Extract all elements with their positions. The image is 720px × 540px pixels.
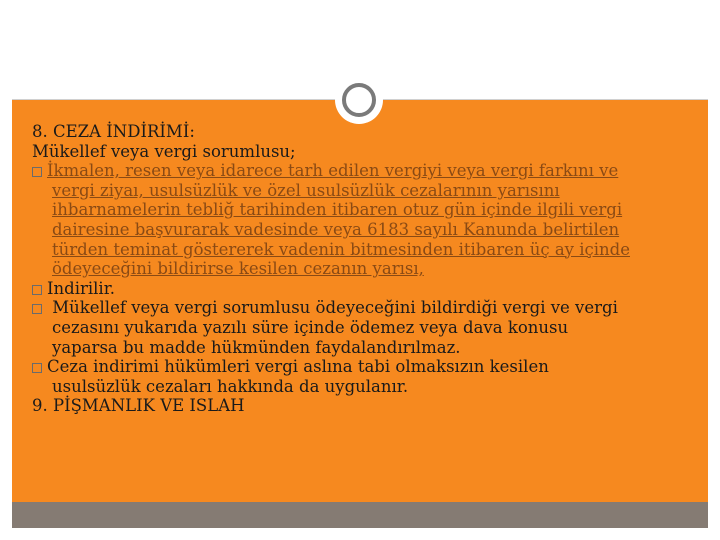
bullet-text-line: türden teminat göstererek vadenin bitmesinden itibaren üç ay içinde — [52, 239, 630, 259]
checkbox-bullet-icon — [32, 304, 42, 314]
checkbox-bullet-icon — [32, 285, 42, 295]
bullet-text-line: Indirilir. — [47, 278, 116, 298]
checkbox-bullet-icon — [32, 167, 42, 177]
checkbox-bullet-icon — [32, 363, 42, 373]
bullet-text-line: vergi ziyaı, usulsüzlük ve özel usulsüzlük cezalarının yarısını — [52, 180, 560, 200]
footer-bar — [12, 502, 708, 528]
section-heading: 9. PİŞMANLIK VE ISLAH — [32, 396, 245, 416]
bullet-item — [32, 279, 692, 299]
bullet-text-line: yaparsa bu madde hükmünden faydalandırılmaz. — [52, 337, 461, 357]
bullet-text-line: Ceza indirimi hükümleri vergi aslına tabi olmaksızın kesilen — [47, 357, 549, 377]
slide-body-text — [32, 122, 692, 416]
bullet-text-line: dairesine başvurarak vadesinde veya 6183 sayılı Kanunda belirtilen — [52, 219, 620, 239]
bullet-text-line: cezasını yukarıda yazılı süre içinde ödemez veya dava konusu — [52, 317, 569, 337]
circle-ring-icon — [342, 83, 376, 117]
bullet-text-line: ödeyeceğini bildirirse kesilen cezanın yarısı, — [52, 259, 424, 279]
bullet-item — [32, 161, 692, 181]
bullet-text-line: Mükellef veya vergi sorumlusu ödeyeceğini bildirdiği vergi ve vergi — [47, 298, 618, 318]
bullet-item — [32, 298, 692, 318]
bullet-text-line: İkmalen, resen veya idarece tarh edilen vergiyi veya vergi farkını ve — [47, 161, 619, 181]
bullet-text-line: usulsüzlük cezaları hakkında da uygulanır. — [52, 376, 409, 396]
section-heading: 8. CEZA İNDİRİMİ: — [32, 122, 195, 141]
bullet-text-line: ihbarnamelerin tebliğ tarihinden itibaren otuz gün içinde ilgili vergi — [52, 200, 623, 220]
bullet-item — [32, 357, 692, 377]
intro-text: Mükellef veya vergi sorumlusu; — [32, 141, 296, 161]
